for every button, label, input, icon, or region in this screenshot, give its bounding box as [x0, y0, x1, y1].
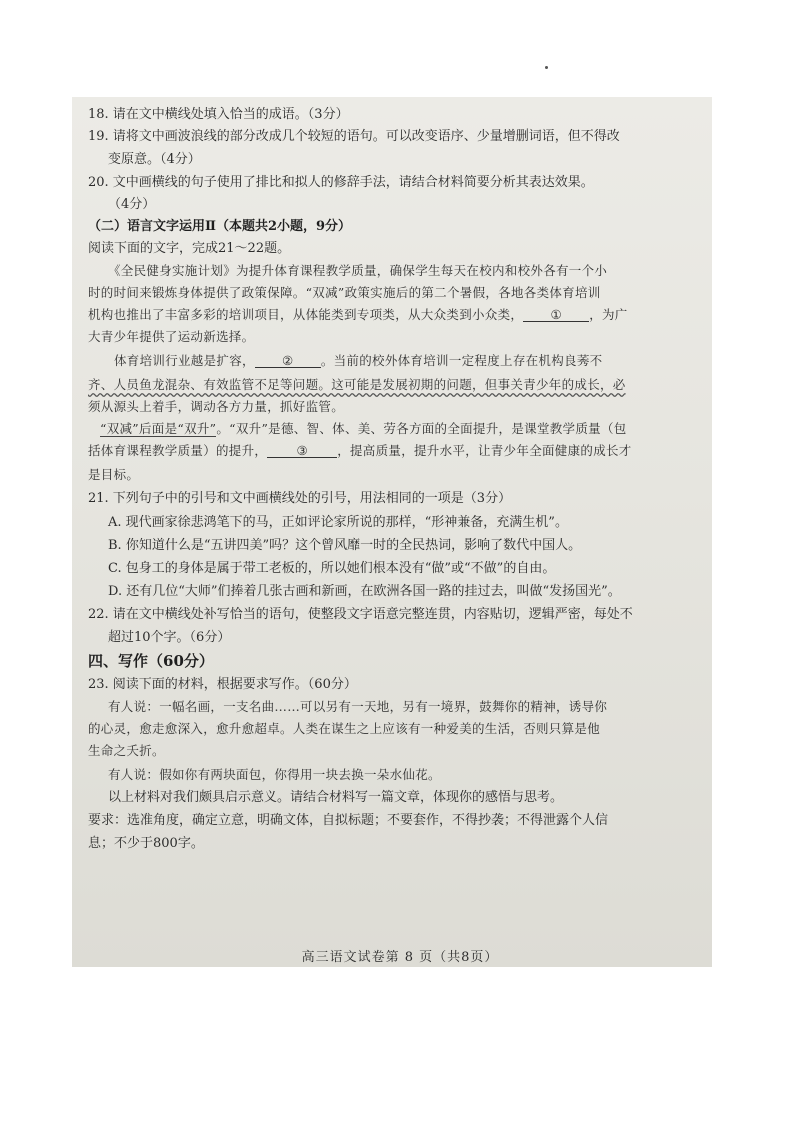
question-22-line2: 超过10个字。（6分）	[108, 630, 231, 645]
passage-p2-line2	[88, 376, 688, 394]
passage-p3-line1-tail: 。“双升”是德、智、体、美、劳各方面的全面提升，是课堂教学质量（包	[216, 421, 627, 436]
passage-p2-line1-tail: 。当前的校外体育培训一定程度上存在机构良莠不	[320, 353, 603, 368]
question-21-option-a: A. 现代画家徐悲鸿笔下的马，正如评论家所说的那样，“形神兼备，充满生机”。	[108, 515, 568, 530]
question-21-option-b: B. 你知道什么是“五讲四美”吗？这个曾风靡一时的全民热词，影响了数代中国人。	[108, 538, 582, 553]
passage-p1-line2: 时的时间来锻炼身体提供了政策保障。“双减”政策实施后的第二个暑假，各地各类体育培训	[88, 285, 601, 300]
requirement-line3: 息；不少于800字。	[88, 836, 204, 851]
material-2: 有人说：假如你有两块面包，你得用一块去换一朵水仙花。	[108, 767, 441, 782]
requirement-line2: 要求：选准角度，确定立意，明确文体，自拟标题；不要套作，不得抄袭；不得泄露个人信	[88, 813, 609, 828]
stray-mark	[545, 66, 548, 69]
requirement-line1: 以上材料对我们颇具启示意义。请结合材料写一篇文章，体现你的感悟与思考。	[108, 790, 564, 805]
question-19-line2: 变原意。（4分）	[108, 152, 201, 167]
passage-p3-line1	[100, 420, 700, 438]
passage-p2-line1	[114, 352, 714, 370]
blank-1: ①	[523, 306, 589, 322]
passage-p3-line3: 是目标。	[88, 467, 140, 482]
passage-p2-line3: 须从源头上着手，调动各方力量，抓好监管。	[88, 399, 345, 414]
question-22-line1: 22. 请在文中横线处补写恰当的语句，使整段文字语意完整连贯，内容贴切，逻辑严密，每处不	[88, 607, 633, 622]
question-21-option-c: C. 包身工的身体是属于带工老板的，所以她们根本没有“做”或“不做”的自由。	[108, 561, 556, 576]
question-20-line2: （4分）	[108, 197, 156, 212]
passage-p2-line1-text: 体育培训行业越是扩容，	[114, 353, 255, 368]
passage-p3-line2-text: 括体育课程教学质量）的提升，	[88, 443, 268, 458]
passage-p1-line3-text: 机构也推出了丰富多彩的培训项目，从体能类到专项类，从大众类到小众类，	[88, 307, 524, 322]
question-21-option-d: D. 还有几位“大师”们捧着几张古画和新画，在欧洲各国一路的挂过去，叫做“发扬国光”。	[108, 584, 621, 599]
passage-p3-line2-tail: ，提高质量，提升水平，让青少年全面健康的成长才	[337, 443, 632, 458]
question-23-stem: 23. 阅读下面的材料，根据要求写作。（60分）	[88, 677, 357, 692]
material-1-line2: 的心灵，愈走愈深入，愈升愈超卓。人类在谋生之上应该有一种爱美的生活，否则只算是他	[88, 721, 601, 736]
passage-p1-line4: 大青少年提供了运动新选择。	[88, 329, 255, 344]
question-20-line1: 20. 文中画横线的句子使用了排比和拟人的修辞手法，请结合材料简要分析其表达效果。	[88, 175, 594, 190]
blank-3: ③	[267, 442, 337, 458]
underlined-quote-phrase: “双减”后面是“双升”	[100, 421, 217, 436]
blank-2: ②	[255, 352, 321, 368]
question-19-line1: 19. 请将文中画波浪线的部分改成几个较短的语句。可以改变语序、少量增删词语，但不得改	[88, 129, 620, 144]
passage-p3-line2	[88, 442, 688, 460]
wavy-underlined-sentence: 齐、人员鱼龙混杂、有效监管不足等问题。这可能是发展初期的问题，但事关青少年的成长，必	[88, 377, 626, 392]
section-4-heading: 四、写作（60分）	[88, 652, 214, 670]
section-2-heading: （二）语言文字运用Ⅱ（本题共2小题，9分）	[88, 219, 352, 234]
question-18: 18. 请在文中横线处填入恰当的成语。（3分）	[88, 107, 349, 122]
passage-p1-line3	[88, 306, 688, 324]
passage-p1-line3-tail: ，为广	[589, 307, 628, 322]
question-21-stem: 21. 下列句子中的引号和文中画横线处的引号，用法相同的一项是（3分）	[88, 491, 512, 506]
page-footer: 高三语文试卷第 8 页（共8页）	[301, 950, 499, 965]
reading-instruction: 阅读下面的文字，完成21～22题。	[88, 241, 291, 256]
passage-p1-line1: 《全民健身实施计划》为提升体育课程教学质量，确保学生每天在校内和校外各有一个小	[108, 263, 608, 278]
material-1-line1: 有人说：一幅名画，一支名曲……可以另有一天地，另有一境界，鼓舞你的精神，诱导你	[108, 699, 608, 714]
material-1-line3: 生命之夭折。	[88, 743, 165, 758]
